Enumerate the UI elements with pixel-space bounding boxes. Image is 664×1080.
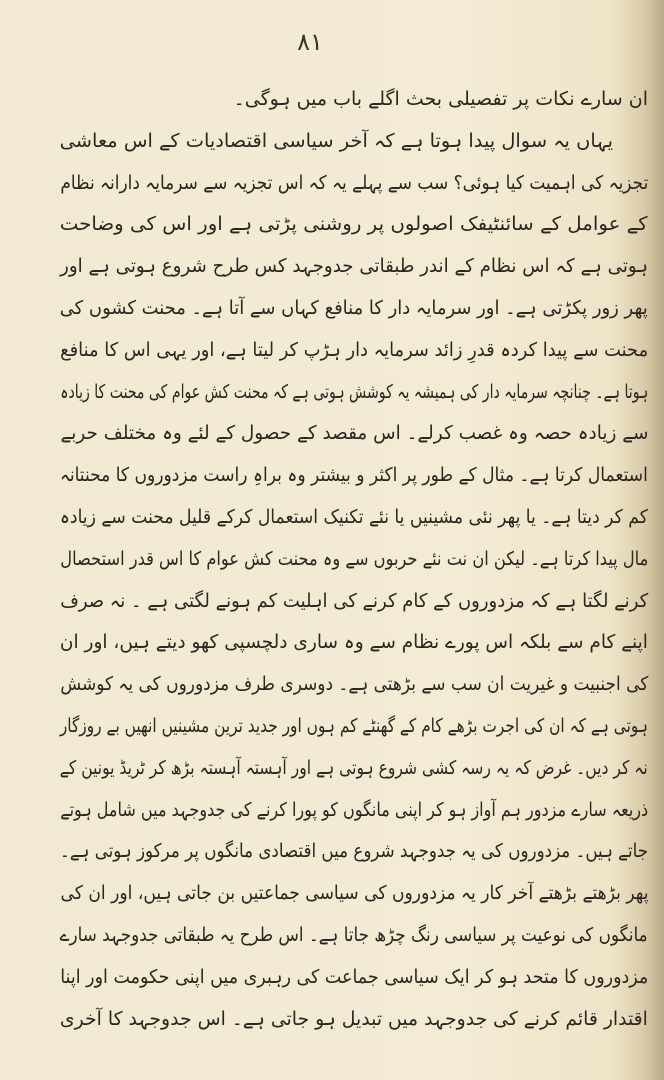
text-line-content: سے زیادہ حصہ وہ غصب کرلے۔ اس مقصد کے حصول کے لئے وہ مختلف حربے (60, 422, 648, 445)
page-body-text (60, 79, 648, 1040)
text-line-content: تجزیہ کی اہمیت کیا ہوئی؟ سب سے پہلے یہ کہ اس تجزیہ سے سرمایہ دارانہ نظام (60, 171, 648, 194)
text-line-content: ان سارے نکات پر تفصیلی بحث اگلے باب میں ہوگی۔ (233, 88, 648, 110)
text-line (60, 455, 648, 497)
text-line (60, 706, 648, 748)
text-line-content: ہوتی ہے کہ اس نظام کے اندر طبقاتی جدوجہد کس طرح شروع ہوتی ہے اور (60, 255, 648, 278)
text-line (60, 581, 648, 623)
text-line-content: پھر بڑھتے بڑھتے آخر کار یہ مزدوروں کی سیاسی جماعتیں بن جاتی ہیں، اور ان کی (60, 882, 648, 905)
text-line-content: پھر زور پکڑتی ہے۔ اور سرمایہ دار کا منافع کہاں سے آتا ہے۔ محنت کشوں کی (60, 296, 648, 319)
text-line-content: یہاں یہ سوال پیدا ہوتا ہے کہ آخر سیاسی اقتصادیات کے اس معاشی (60, 129, 614, 152)
text-line (60, 790, 648, 832)
text-line-content: کرنے لگتا ہے کہ مزدوروں کے کام کرنے کی اہلیت کم ہونے لگتی ہے ۔ نہ صرف (60, 589, 648, 612)
text-line-content: مانگوں کی نوعیت پر سیاسی رنگ چڑھ جاتا ہے۔ اس طرح یہ طبقاتی جدوجہد سارے (60, 923, 648, 946)
text-line-content: مال پیدا کرتا ہے۔ لیکن ان نت نئے حربوں سے وہ محنت کش عوام کا اس قدر استحصال (60, 547, 648, 570)
text-line (60, 246, 648, 288)
page-number: ۸۱ (297, 28, 323, 56)
text-line (60, 163, 648, 205)
text-line-content: کم کر دیتا ہے۔ یا پھر نئی مشینیں یا نئے تکنیک استعمال کرکے قلیل محنت سے زیادہ (60, 505, 648, 528)
text-line (60, 497, 648, 539)
text-line-content: جاتے ہیں۔ مزدوروں کی یہ جدوجہد شروع میں اقتصادی مانگوں پر مرکوز ہوتی ہے۔ (60, 840, 648, 863)
text-line-content: ہوتی ہے کہ ان کی اجرت بڑھے کام کے گھنٹے کم ہوں اور جدید ترین مشینیں انھیں بے روزگار (60, 714, 648, 737)
text-line (60, 204, 648, 246)
text-line-content: محنت سے پیدا کردہ قدرِ زائد سرمایہ دار ہڑپ کر لیتا ہے، اور یہی اس کا منافع (60, 338, 648, 361)
text-line (60, 372, 648, 414)
text-line-content: مزدوروں کا متحد ہو کر ایک سیاسی جماعت کی رہبری میں اپنی حکومت اور اپنا (60, 965, 648, 988)
text-line-content: نہ کر دیں۔ غرض کہ یہ رسہ کشی شروع ہوتی ہے اور آہستہ آہستہ بڑھ کر ٹریڈ یونین کے (60, 756, 648, 779)
text-line-content: استعمال کرتا ہے۔ مثال کے طور پر اکثر و بیشتر وہ براہِ راست مزدوروں کا محنتانہ (60, 464, 648, 487)
text-line-content: ذریعہ سارے مزدور ہم آواز ہو کر اپنی مانگوں کو پورا کرنے کی جدوجہد میں شامل ہوتے (60, 798, 648, 821)
text-line-content: کے عوامل کے سائنٹیفک اصولوں پر روشنی پڑتی ہے اور اس کی وضاحت (60, 213, 648, 236)
text-line (60, 957, 648, 999)
text-line (60, 288, 648, 330)
text-line (60, 79, 648, 121)
text-line (60, 831, 648, 873)
text-line (60, 539, 648, 581)
text-line-content: ہوتا ہے۔ چنانچہ سرمایہ دار کی ہمیشہ یہ کوشش ہوتی ہے کہ محنت کش عوام کی محنت کا زیادہ (60, 380, 648, 403)
text-line (60, 622, 648, 664)
text-line (60, 748, 648, 790)
text-line-content: کی اجنبیت و غیریت ان سب سے بڑھتی ہے۔ دوسری طرف مزدوروں کی یہ کوشش (60, 673, 648, 696)
text-line-content: اپنے کام سے بلکہ اس پورے نظام سے وہ ساری دلچسپی کھو دیتے ہیں، اور ان (60, 631, 648, 654)
text-line (60, 330, 648, 372)
text-line (60, 873, 648, 915)
text-line (60, 413, 648, 455)
text-line-content: اقتدار قائم کرنے کی جدوجہد میں تبدیل ہو جاتی ہے۔ اس جدوجہد کا آخری (60, 1007, 648, 1030)
text-line (60, 915, 648, 957)
text-line (60, 999, 648, 1041)
text-line (60, 664, 648, 706)
text-line-paragraph-start (60, 121, 648, 163)
